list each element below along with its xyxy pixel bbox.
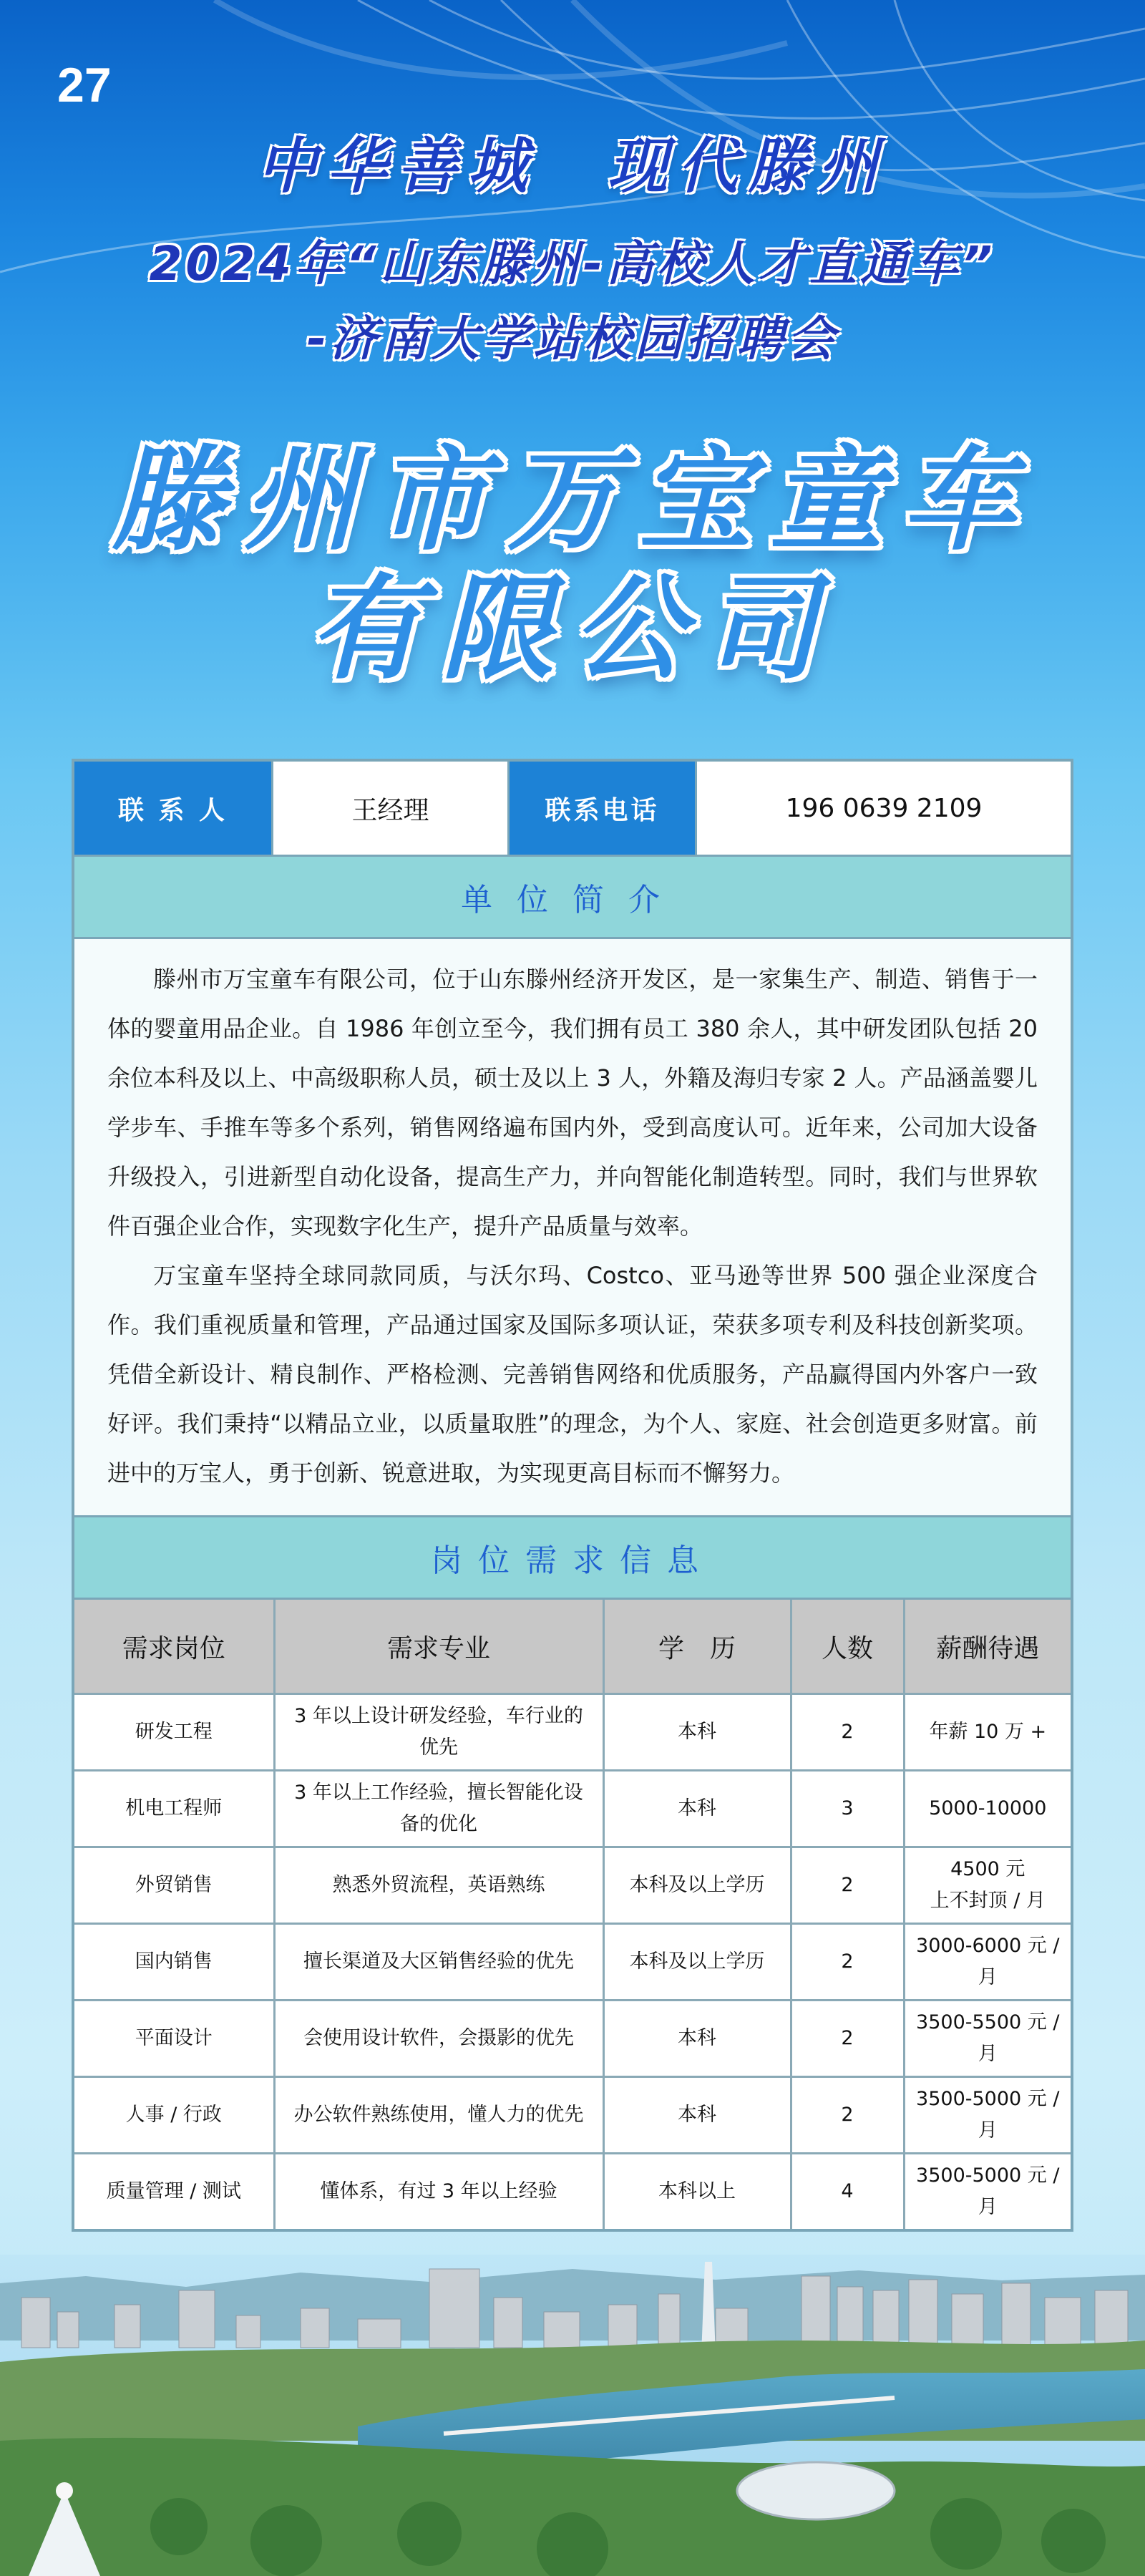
- job-salary-line: 上不封顶 / 月: [930, 1890, 1046, 1912]
- job-major: [274, 1771, 603, 1847]
- job-title: 国内销售: [74, 1924, 274, 2001]
- job-salary: [904, 1847, 1071, 1924]
- job-salary-line: 5000-10000: [929, 1797, 1047, 1819]
- intro-paragraph-1: 滕州市万宝童车有限公司，位于山东滕州经济开发区，是一家集生产、制造、销售于一体的婴童用品企业。自 1986 年创立至今，我们拥有员工 380 余人，其中研发团队包括 20 余位本科及以上、中高级职称人员，硕士及以上 3 人，外籍及海归专家 2 人。产品涵盖婴儿学步车、手推车等多个系列，销售网络遍布国内外，受到高度认可。近年来，公司加大设备升级投入，引进新型自动化设备，提高生产力，并向智能化制造转型。同时，我们与世界软件百强企业合作，实现数字化生产，提升产品质量与效率。: [107, 966, 1038, 1240]
- intro-heading: 单位简介: [74, 857, 1071, 939]
- contact-phone: 196 0639 2109: [697, 762, 1071, 855]
- job-salary-line: 4500 元: [950, 1858, 1025, 1880]
- company-intro: [74, 939, 1071, 1517]
- job-education: 本科及以上学历: [603, 1924, 791, 2001]
- job-title: 人事 / 行政: [74, 2077, 274, 2154]
- page-number: 27: [57, 58, 112, 112]
- job-salary: [904, 2001, 1071, 2077]
- job-count: 2: [791, 1694, 904, 1771]
- contact-phone-label: 联系电话: [510, 762, 697, 855]
- job-title: 研发工程: [74, 1694, 274, 1771]
- jobs-header-row: [74, 1600, 1071, 1694]
- job-count: 2: [791, 1924, 904, 2001]
- column-header-salary: 薪酬待遇: [904, 1600, 1071, 1694]
- job-major-line: 懂体系，有过 3 年以上经验: [320, 2180, 557, 2202]
- job-title: 机电工程师: [74, 1771, 274, 1847]
- job-salary-line: 3500-5500 元 / 月: [916, 2011, 1060, 2065]
- job-salary-line: 3500-5000 元 / 月: [916, 2088, 1060, 2142]
- job-salary: [904, 2154, 1071, 2230]
- column-header-major: 需求专业: [274, 1600, 603, 1694]
- company-name-line-1: 滕州市万宝童车: [112, 434, 1033, 566]
- job-row: [74, 1924, 1071, 2001]
- job-row: [74, 2077, 1071, 2154]
- column-header-education: 学 历: [603, 1600, 791, 1694]
- city-panorama: [0, 2255, 1145, 2576]
- job-salary: [904, 1924, 1071, 2001]
- job-education: 本科以上: [603, 2154, 791, 2230]
- job-salary-line: 年薪 10 万 +: [929, 1721, 1047, 1743]
- job-major-line: 擅长渠道及大区销售经验的优先: [303, 1950, 574, 1973]
- job-major: [274, 1694, 603, 1771]
- job-salary-line: 3000-6000 元 / 月: [916, 1935, 1060, 1988]
- jobs-table: [74, 1600, 1071, 2229]
- fair-title-line-1: 2024年“山东滕州-高校人才直通车”: [149, 236, 996, 291]
- job-salary-line: 3500-5000 元 / 月: [916, 2164, 1060, 2218]
- job-major-line: 办公软件熟练使用，懂人力的优先: [293, 2104, 584, 2126]
- contact-person-label: 联 系 人: [74, 762, 273, 855]
- job-salary: [904, 2077, 1071, 2154]
- job-major-line: 3 年以上设计研发经验，车行业的: [294, 1705, 583, 1727]
- job-major-line: 3 年以上工作经验，擅长智能化设: [294, 1782, 583, 1804]
- job-row: [74, 1694, 1071, 1771]
- contact-person: 王经理: [273, 762, 510, 855]
- job-count: 3: [791, 1771, 904, 1847]
- job-major: [274, 2154, 603, 2230]
- job-salary: [904, 1694, 1071, 1771]
- job-count: 2: [791, 2077, 904, 2154]
- job-education: 本科: [603, 2077, 791, 2154]
- intro-paragraph-2: 万宝童车坚持全球同款同质，与沃尔玛、Costco、亚马逊等世界 500 强企业深度合作。我们重视质量和管理，产品通过国家及国际多项认证，荣获多项专利及科技创新奖项。凭借全新设计、精良制作、严格检测、完善销售网络和优质服务，产品赢得国内外客户一致好评。我们秉持“以精品立业，以质量取胜”的理念，为个人、家庭、社会创造更多财富。前进中的万宝人，勇于创新、锐意进取，为实现更高目标而不懈努力。: [107, 1262, 1038, 1487]
- job-title: 质量管理 / 测试: [74, 2154, 274, 2230]
- job-major-line: 优先: [419, 1736, 458, 1759]
- job-row: [74, 2001, 1071, 2077]
- slogan: 中华善城 现代滕州: [256, 130, 888, 201]
- column-header-position: 需求岗位: [74, 1600, 274, 1694]
- info-panel: [72, 759, 1073, 2232]
- job-title: 平面设计: [74, 2001, 274, 2077]
- company-name-line-2: 有限公司: [309, 563, 836, 695]
- job-major-line: 会使用设计软件，会摄影的优先: [303, 2027, 574, 2049]
- job-title: 外贸销售: [74, 1847, 274, 1924]
- contact-row: [74, 762, 1071, 857]
- jobs-heading: 岗位需求信息: [74, 1517, 1071, 1600]
- job-row: [74, 2154, 1071, 2230]
- job-education: 本科: [603, 1694, 791, 1771]
- column-header-count: 人数: [791, 1600, 904, 1694]
- job-education: 本科: [603, 1771, 791, 1847]
- job-major-line: 备的优化: [400, 1813, 477, 1835]
- job-major: [274, 1847, 603, 1924]
- job-salary: [904, 1771, 1071, 1847]
- job-row: [74, 1847, 1071, 1924]
- job-education: 本科: [603, 2001, 791, 2077]
- job-row: [74, 1771, 1071, 1847]
- job-count: 2: [791, 2001, 904, 2077]
- job-major-line: 熟悉外贸流程，英语熟练: [332, 1874, 545, 1896]
- job-count: 2: [791, 1847, 904, 1924]
- job-major: [274, 1924, 603, 2001]
- job-major: [274, 2001, 603, 2077]
- fair-title-line-2: -济南大学站校园招聘会: [306, 311, 839, 366]
- job-major: [274, 2077, 603, 2154]
- job-count: 4: [791, 2154, 904, 2230]
- job-education: 本科及以上学历: [603, 1847, 791, 1924]
